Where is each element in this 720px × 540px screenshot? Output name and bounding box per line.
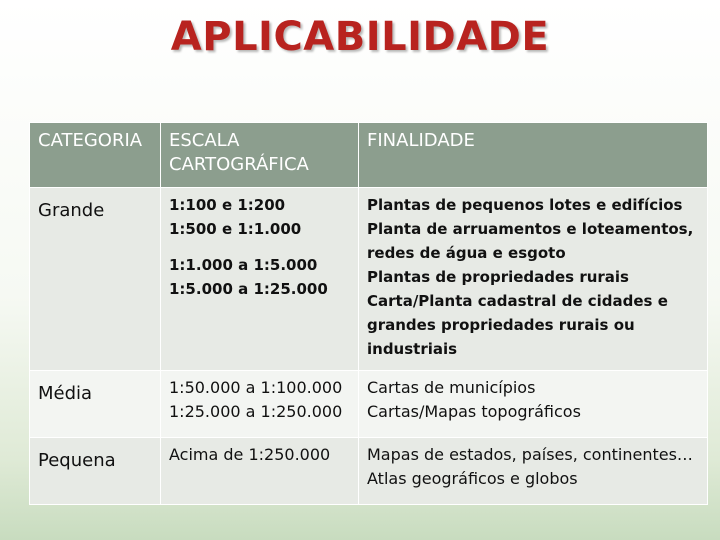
purpose-text: Planta de arruamentos e loteamentos, redes de água e esgoto (367, 220, 694, 262)
purpose-cell (359, 371, 708, 438)
header-escala: ESCALA CARTOGRÁFICA (161, 123, 359, 188)
purpose-cell (359, 188, 708, 371)
table-row (30, 438, 708, 505)
scale-text: 1:500 e 1:1.000 (169, 220, 302, 238)
header-categoria: CATEGORIA (30, 123, 161, 188)
category-cell: Grande (30, 188, 161, 371)
scale-text: 1:5.000 a 1:25.000 (169, 280, 328, 298)
purpose-text: Cartas de municípios (367, 378, 536, 397)
applicability-table (29, 122, 708, 505)
scale-text: 1:1.000 a 1:5.000 (169, 256, 318, 274)
purpose-text: Atlas geográficos e globos (367, 469, 578, 488)
scale-text: 1:25.000 a 1:250.000 (169, 402, 343, 421)
scale-text: Acima de 1:250.000 (169, 445, 331, 464)
page-title: APLICABILIDADE (170, 14, 550, 60)
scale-cell (161, 438, 359, 505)
scale-text: 1:50.000 a 1:100.000 (169, 378, 343, 397)
scale-cell (161, 188, 359, 371)
table-row (30, 188, 708, 371)
scale-text: 1:100 e 1:200 (169, 196, 286, 214)
category-cell: Pequena (30, 438, 161, 505)
scale-cell (161, 371, 359, 438)
category-cell: Média (30, 371, 161, 438)
purpose-text: Plantas de propriedades rurais (367, 268, 629, 286)
purpose-text: Mapas de estados, países, continentes… (367, 445, 693, 464)
purpose-text: Plantas de pequenos lotes e edifícios (367, 196, 683, 214)
table-header-row (30, 123, 708, 188)
purpose-text: Cartas/Mapas topográficos (367, 402, 581, 421)
purpose-text: Carta/Planta cadastral de cidades e grandes propriedades rurais ou industriais (367, 292, 668, 358)
table-row (30, 371, 708, 438)
purpose-cell (359, 438, 708, 505)
header-finalidade: FINALIDADE (359, 123, 708, 188)
